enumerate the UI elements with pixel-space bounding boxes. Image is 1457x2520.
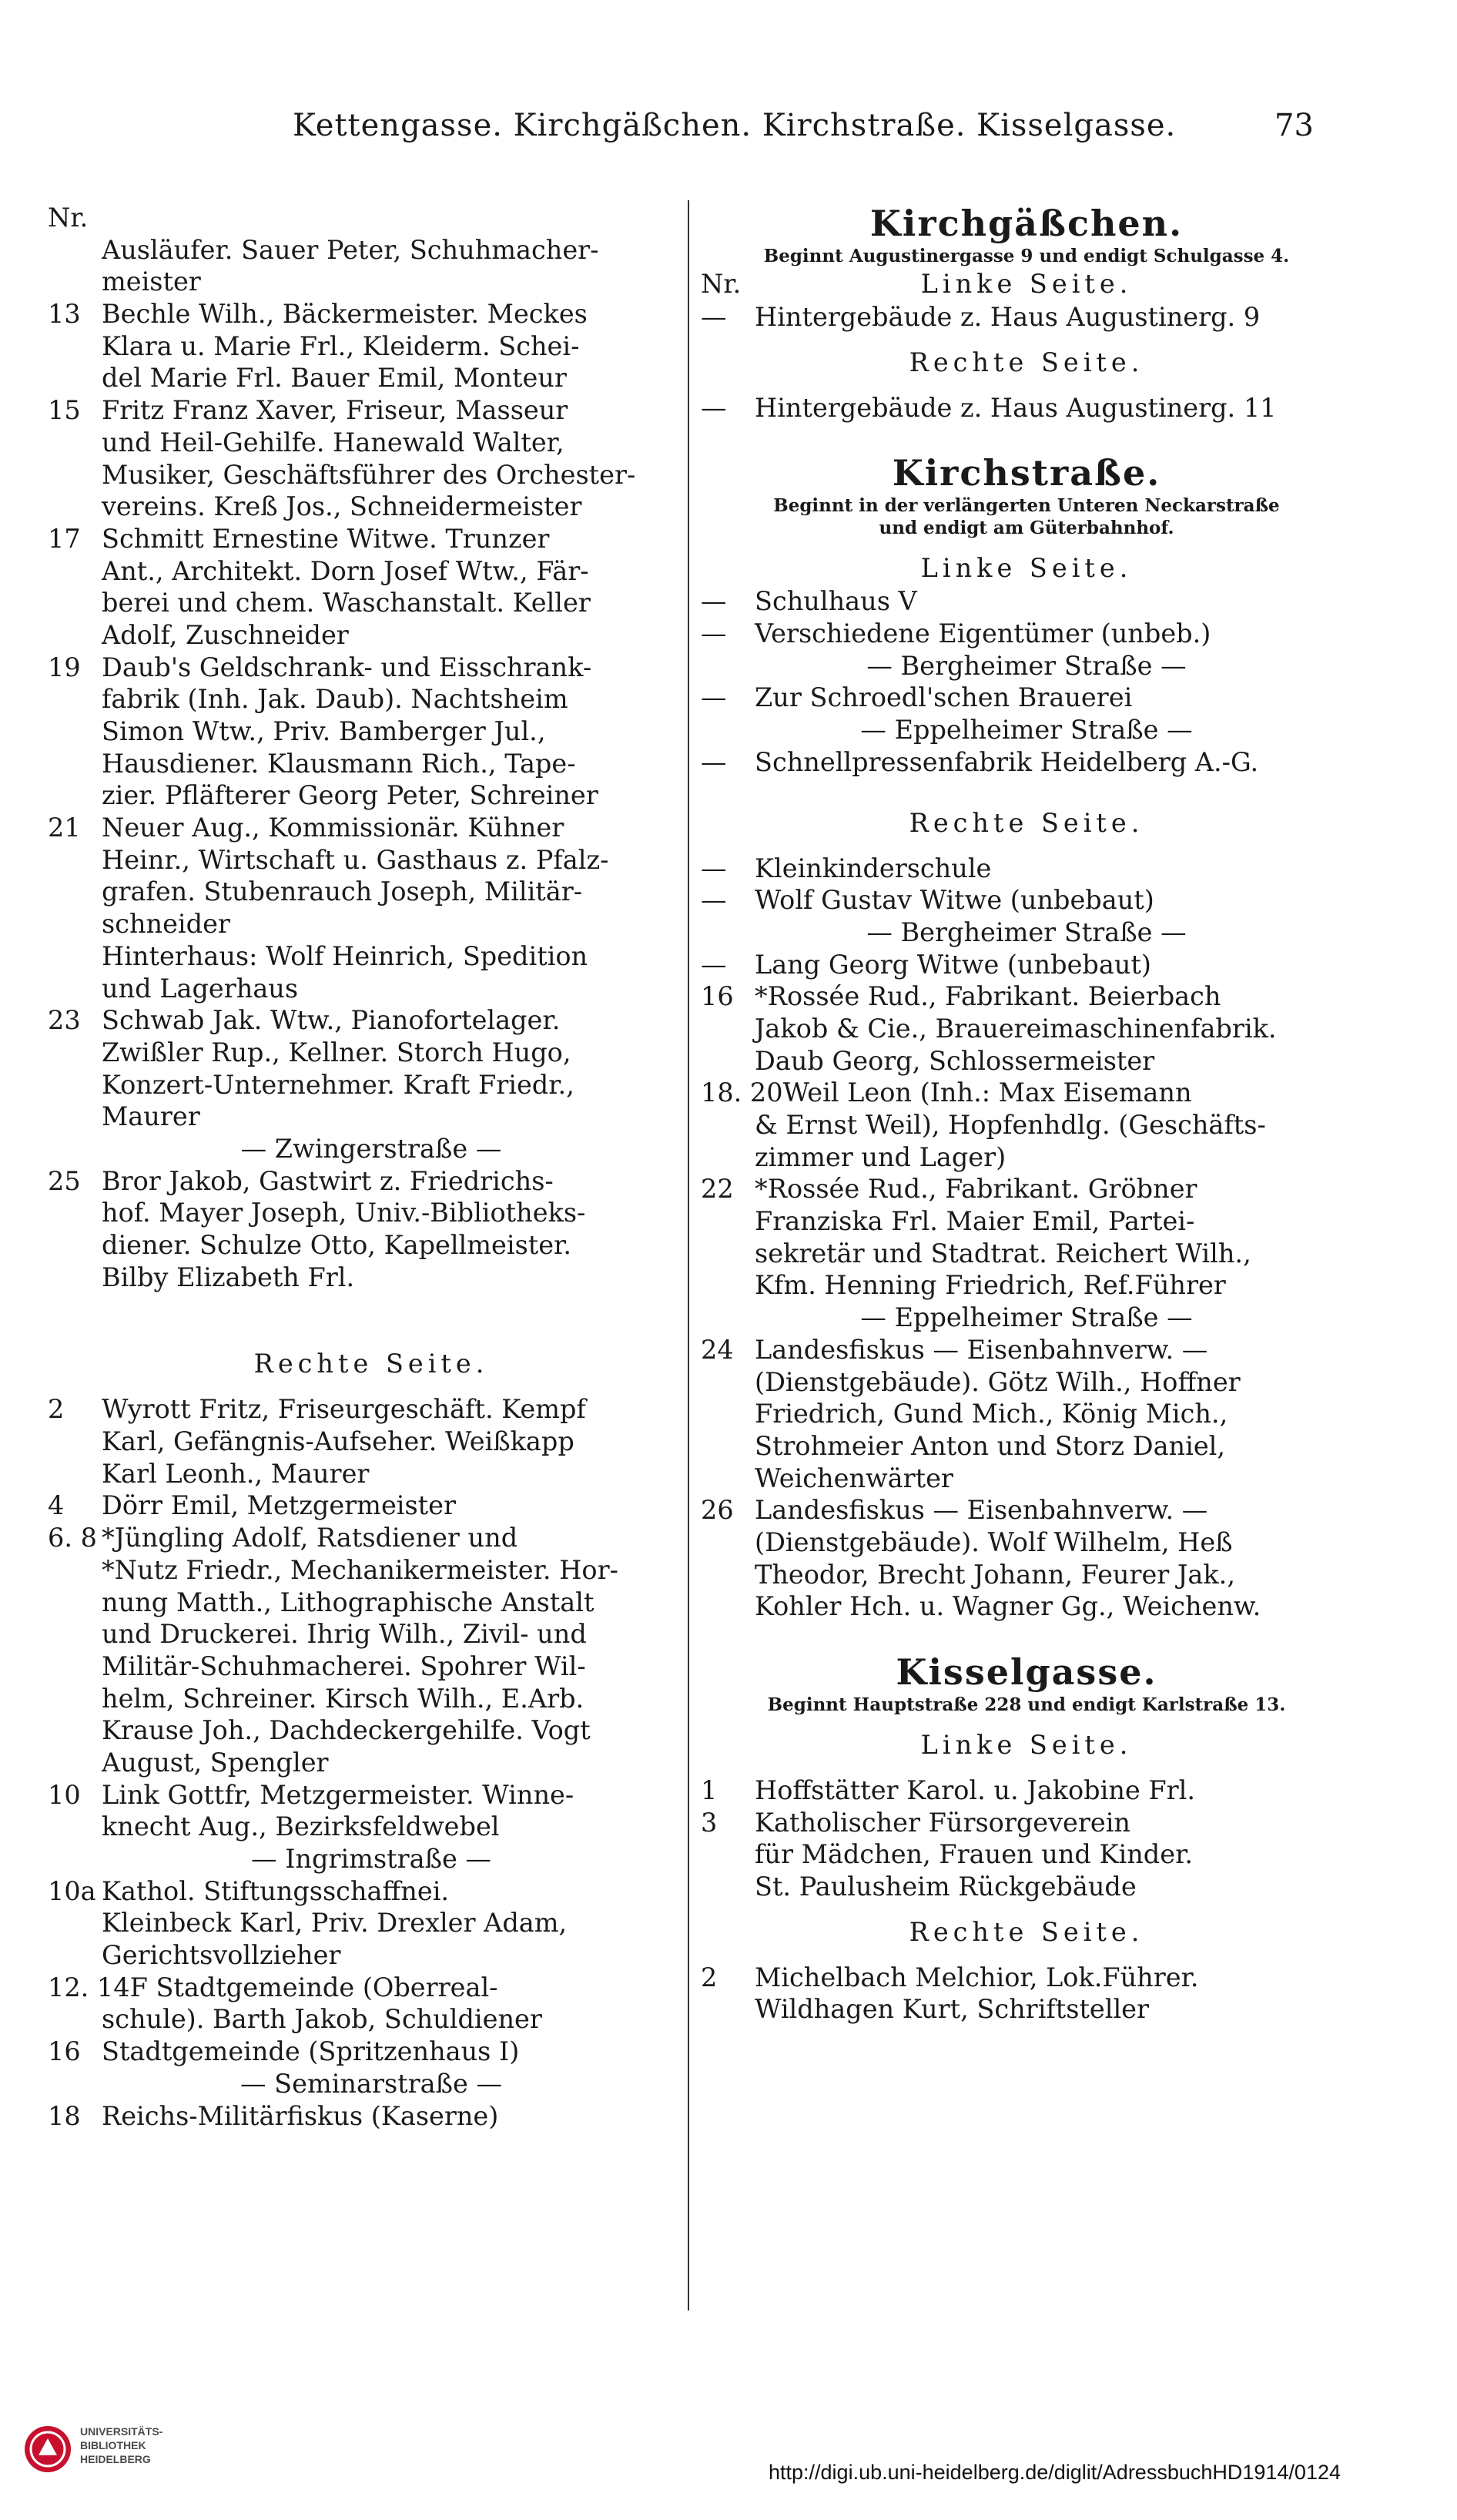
entry-text: und Druckerei. Ihrig Wilh., Zivil- und xyxy=(102,1619,587,1650)
entry-text: Krause Joh., Dachdeckergehilfe. Vogt xyxy=(102,1715,591,1746)
entry-line xyxy=(701,1526,1352,1559)
entry-line xyxy=(701,980,1352,1013)
ks-right-entries-c xyxy=(701,1334,1352,1623)
entry-text: Bechle Wilh., Bäckermeister. Meckes xyxy=(102,299,588,330)
entry-text: (Dienstgebäude). Götz Wilh., Hoffner xyxy=(755,1366,1241,1397)
entry-line xyxy=(48,652,695,684)
entry-line xyxy=(48,715,695,748)
left-entries-e xyxy=(48,2100,695,2133)
entry-text: und Lagerhaus xyxy=(102,973,299,1004)
entry-line xyxy=(48,876,695,908)
entry-text: Bilby Elizabeth Frl. xyxy=(102,1262,355,1292)
entry-number: 15 xyxy=(48,395,81,426)
kig-right-entries xyxy=(701,1962,1352,2026)
entry-line xyxy=(48,394,695,427)
section-subtitle-kirchstrasse-2: und endigt am Güterbahnhof. xyxy=(879,518,1174,539)
entry-number: 16 xyxy=(48,2036,81,2067)
left-top-lines xyxy=(48,234,695,298)
entry-line xyxy=(701,884,1352,917)
entry-text: Musiker, Geschäftsführer des Orchester- xyxy=(102,459,636,490)
entry-line xyxy=(701,1774,1352,1807)
entry-text: Hoffstätter Karol. u. Jakobine Frl. xyxy=(755,1775,1195,1805)
entry-text: August, Spengler xyxy=(102,1747,329,1778)
ks-right-entries-b xyxy=(701,949,1352,1302)
entry-text: Jakob & Cie., Brauereimaschinenfabrik. xyxy=(755,1013,1277,1044)
entry-line xyxy=(48,1069,695,1101)
side-title-right-kig: Rechte Seite. xyxy=(909,1916,1144,1947)
page-header xyxy=(0,108,1457,169)
logo-line-1: UNIVERSITÄTS- xyxy=(80,2425,163,2438)
entry-text: Wyrott Fritz, Friseurgeschäft. Kempf xyxy=(102,1394,586,1425)
ks-left-entries-b xyxy=(701,682,1352,714)
street-divider-eppelheimer-2: — Eppelheimer Straße — xyxy=(860,1302,1193,1333)
entry-text: Kleinbeck Karl, Priv. Drexler Adam, xyxy=(102,1908,568,1939)
side-title-right-ks: Rechte Seite. xyxy=(909,807,1144,838)
section-subtitle-kisselgasse: Beginnt Hauptstraße 228 und endigt Karlstraße 13. xyxy=(767,1694,1286,1715)
entry-line xyxy=(701,746,1352,779)
entry-line xyxy=(701,682,1352,714)
entry-line xyxy=(48,459,695,491)
entry-text: vereins. Kreß Jos., Schneidermeister xyxy=(102,491,582,522)
logo-line-3: HEIDELBERG xyxy=(80,2453,151,2465)
entry-line xyxy=(48,555,695,588)
entry-line xyxy=(48,1165,695,1198)
entry-line xyxy=(48,2003,695,2036)
entry-text: Hausdiener. Klausmann Rich., Tape- xyxy=(102,748,576,779)
logo-line-2: BIBLIOTHEK xyxy=(80,2439,146,2451)
entry-line xyxy=(701,392,1352,424)
entry-line xyxy=(701,1013,1352,1045)
entry-line xyxy=(48,330,695,363)
entry-line xyxy=(48,1229,695,1262)
entry-number: 25 xyxy=(48,1165,81,1196)
left-entries-c xyxy=(48,1393,695,1843)
entry-number: 23 xyxy=(48,1005,81,1036)
entry-text: Fritz Franz Xaver, Friseur, Masseur xyxy=(102,395,568,426)
entry-line xyxy=(48,427,695,459)
entry-text: Schwab Jak. Wtw., Pianofortelager. xyxy=(102,1005,561,1036)
entry-line xyxy=(48,812,695,844)
entry-number: 10 xyxy=(48,1779,81,1810)
entry-number: — xyxy=(701,885,727,916)
entry-text: *Jüngling Adolf, Ratsdiener und xyxy=(102,1523,518,1553)
entry-line xyxy=(48,1522,695,1554)
entry-line xyxy=(48,2036,695,2068)
entry-text: Daub's Geldschrank- und Eisschrank- xyxy=(102,652,592,682)
entry-line xyxy=(701,1109,1352,1141)
entry-text: nung Matth., Lithographische Anstalt xyxy=(102,1587,595,1617)
entry-line xyxy=(701,1871,1352,1903)
entry-text: Heinr., Wirtschaft u. Gasthaus z. Pfalz- xyxy=(102,844,609,875)
entry-line xyxy=(701,949,1352,981)
street-divider-bergheimer-2: — Bergheimer Straße — xyxy=(866,917,1187,947)
entry-line xyxy=(48,1262,695,1294)
entry-number: 18 xyxy=(48,2100,81,2131)
section-title-kisselgasse: Kisselgasse. xyxy=(896,1651,1157,1693)
entry-number: 3 xyxy=(701,1807,718,1838)
entry-text: Schmitt Ernestine Witwe. Trunzer xyxy=(102,523,550,554)
entry-number: — xyxy=(701,302,727,332)
entry-line xyxy=(48,298,695,330)
nr-label-right-text: Nr. xyxy=(701,269,742,299)
entry-text: berei und chem. Waschanstalt. Keller xyxy=(102,588,591,618)
entry-line xyxy=(701,1962,1352,1994)
entry-text: schneider xyxy=(102,909,230,940)
entry-text: Hintergebäude z. Haus Augustinerg. 11 xyxy=(755,392,1277,423)
entry-text: Zur Schroedl'schen Brauerei xyxy=(755,682,1133,713)
entry-number: 2 xyxy=(701,1962,718,1992)
section-title-kirchgaesschen: Kirchgäßchen. xyxy=(869,203,1184,244)
entry-number: — xyxy=(701,949,727,980)
entry-text: Theodor, Brecht Johann, Feurer Jak., xyxy=(755,1559,1235,1590)
entry-text: Dörr Emil, Metzgermeister xyxy=(102,1490,456,1521)
left-entries-d xyxy=(48,1875,695,2068)
entry-line xyxy=(48,491,695,523)
entry-text: schule). Barth Jakob, Schuldiener xyxy=(102,2004,542,2035)
entry-text: Karl, Gefängnis-Aufseher. Weißkapp xyxy=(102,1426,574,1457)
entry-line xyxy=(701,1590,1352,1623)
entry-text: Karl Leonh., Maurer xyxy=(102,1458,370,1489)
entry-line xyxy=(48,234,695,266)
left-column xyxy=(48,202,695,2132)
entry-text: Landesfiskus — Eisenbahnverw. — xyxy=(755,1495,1208,1526)
entry-text: Franziska Frl. Maier Emil, Partei- xyxy=(755,1206,1195,1237)
entry-text: Weil Leon (Inh.: Max Eisemann xyxy=(782,1077,1192,1108)
entry-text: Kathol. Stiftungsschaffnei. xyxy=(102,1875,450,1906)
entry-text: Schulhaus V xyxy=(755,586,917,617)
entry-text: knecht Aug., Bezirksfeldwebel xyxy=(102,1811,500,1842)
entry-line xyxy=(48,940,695,973)
entry-number: 10a xyxy=(48,1875,96,1906)
entry-line xyxy=(48,1554,695,1587)
entry-line xyxy=(48,1811,695,1843)
entry-line xyxy=(701,1463,1352,1495)
entry-line xyxy=(48,1939,695,1972)
entry-number: 2 xyxy=(48,1394,65,1425)
left-entries-a xyxy=(48,298,695,1133)
entry-line xyxy=(701,853,1352,885)
street-divider-zwinger: — Zwingerstraße — xyxy=(240,1133,502,1164)
street-divider-seminar: — Seminarstraße — xyxy=(240,2068,502,2099)
entry-line xyxy=(48,362,695,394)
entry-text: Schnellpressenfabrik Heidelberg A.-G. xyxy=(755,746,1259,777)
entry-line xyxy=(48,1875,695,1908)
entry-number: — xyxy=(701,392,727,423)
entry-text: *Rossée Rud., Fabrikant. Beierbach xyxy=(755,981,1221,1012)
entry-line xyxy=(48,1650,695,1683)
nr-label: Nr. xyxy=(48,203,89,233)
entry-line xyxy=(48,779,695,812)
entry-number: 26 xyxy=(701,1495,734,1526)
entry-line xyxy=(48,973,695,1005)
entry-text: Konzert-Unternehmer. Kraft Friedr., xyxy=(102,1069,574,1100)
entry-line xyxy=(48,1907,695,1939)
entry-text: Hintergebäude z. Haus Augustinerg. 9 xyxy=(755,302,1261,332)
entry-text: grafen. Stubenrauch Joseph, Militär- xyxy=(102,876,583,907)
entry-line xyxy=(48,2100,695,2133)
entry-line xyxy=(701,1559,1352,1591)
entry-line xyxy=(701,1269,1352,1302)
entry-text: meister xyxy=(102,266,201,297)
entry-line xyxy=(701,1205,1352,1238)
entry-line xyxy=(48,748,695,780)
entry-text: Gerichtsvollzieher xyxy=(102,1940,341,1971)
entry-line xyxy=(701,1238,1352,1270)
entry-text: Ausläufer. Sauer Peter, Schuhmacher- xyxy=(102,234,599,265)
library-seal-icon xyxy=(23,2424,72,2474)
entry-number: 13 xyxy=(48,299,81,330)
entry-text: Ant., Architekt. Dorn Josef Wtw., Fär- xyxy=(102,555,589,586)
entry-text: Klara u. Marie Frl., Kleiderm. Schei- xyxy=(102,330,580,361)
entry-text: Link Gottfr, Metzgermeister. Winne- xyxy=(102,1779,574,1810)
entry-line xyxy=(48,1618,695,1650)
entry-line xyxy=(48,523,695,555)
entry-line xyxy=(48,1714,695,1747)
entry-text: und Heil-Gehilfe. Hanewald Walter, xyxy=(102,427,564,457)
entry-text: für Mädchen, Frauen und Kinder. xyxy=(755,1839,1194,1870)
entry-line xyxy=(701,1077,1352,1109)
entry-text: St. Paulusheim Rückgebäude xyxy=(755,1872,1137,1902)
entry-number: 21 xyxy=(48,813,81,843)
ks-left-entries-a xyxy=(701,585,1352,649)
entry-text: Wolf Gustav Witwe (unbebaut) xyxy=(755,885,1154,916)
entry-text: Strohmeier Anton und Storz Daniel, xyxy=(755,1430,1226,1461)
section-subtitle-kirchstrasse-1: Beginnt in der verlängerten Unteren Neckarstraße xyxy=(773,495,1280,517)
entry-line xyxy=(701,301,1352,333)
entry-text: Simon Wtw., Priv. Bamberger Jul., xyxy=(102,716,546,746)
entry-number: 18. 20 xyxy=(701,1077,783,1108)
kg-left-entries xyxy=(701,301,1352,333)
entry-number: — xyxy=(701,682,727,713)
ks-right-entries-a xyxy=(701,853,1352,917)
entry-line xyxy=(701,1366,1352,1399)
entry-line xyxy=(48,619,695,652)
entry-text: Reichs-Militärfiskus (Kaserne) xyxy=(102,2100,499,2131)
kig-left-entries xyxy=(701,1774,1352,1903)
library-logo xyxy=(23,2418,223,2488)
entry-text: sekretär und Stadtrat. Reichert Wilh., xyxy=(755,1238,1251,1268)
entry-text: Friedrich, Gund Mich., König Mich., xyxy=(755,1399,1228,1429)
entry-text: zier. Pfläfterer Georg Peter, Schreiner xyxy=(102,780,598,811)
ks-left-entries-c xyxy=(701,746,1352,779)
page-number: 73 xyxy=(1274,108,1314,143)
entry-line xyxy=(701,1045,1352,1077)
entry-text: F Stadtgemeinde (Oberreal- xyxy=(129,1972,498,2002)
entry-text: Katholischer Fürsorgeverein xyxy=(755,1807,1131,1838)
entry-line xyxy=(701,585,1352,618)
entry-number: 17 xyxy=(48,523,81,554)
entry-text: Kfm. Henning Friedrich, Ref.Führer xyxy=(755,1270,1226,1301)
entry-text: Maurer xyxy=(102,1101,200,1132)
side-title-left-kg: Linke Seite. xyxy=(920,269,1133,299)
entry-text: Landesfiskus — Eisenbahnverw. — xyxy=(755,1334,1208,1365)
entry-line xyxy=(48,1037,695,1069)
entry-line xyxy=(701,1398,1352,1430)
entry-number: 24 xyxy=(701,1334,734,1365)
entry-line xyxy=(701,1807,1352,1839)
entry-text: Stadtgemeinde (Spritzenhaus I) xyxy=(102,2036,520,2067)
entry-line xyxy=(701,1494,1352,1526)
entry-line xyxy=(48,1972,695,2004)
side-title-right-kg: Rechte Seite. xyxy=(909,347,1144,377)
entry-text: diener. Schulze Otto, Kapellmeister. xyxy=(102,1230,572,1260)
entry-text: Lang Georg Witwe (unbebaut) xyxy=(755,949,1151,980)
entry-line xyxy=(48,1004,695,1037)
entry-text: & Ernst Weil), Hopfenhdlg. (Geschäfts- xyxy=(755,1110,1266,1140)
right-column xyxy=(701,202,1352,2026)
section-title-kirchstrasse: Kirchstraße. xyxy=(892,452,1161,494)
entry-line xyxy=(48,1747,695,1779)
street-divider-bergheimer-1: — Bergheimer Straße — xyxy=(866,650,1187,681)
entry-line xyxy=(701,1838,1352,1871)
entry-line xyxy=(701,1141,1352,1174)
entry-text: Kleinkinderschule xyxy=(755,853,992,883)
entry-line xyxy=(48,1683,695,1715)
entry-text: Verschiedene Eigentümer (unbeb.) xyxy=(755,618,1211,649)
entry-text: Weichenwärter xyxy=(755,1463,953,1493)
entry-text: zimmer und Lager) xyxy=(755,1141,1007,1172)
entry-text: *Rossée Rud., Fabrikant. Gröbner xyxy=(755,1174,1197,1205)
entry-line xyxy=(701,1430,1352,1463)
entry-text: del Marie Frl. Bauer Emil, Monteur xyxy=(102,363,567,394)
entry-text: *Nutz Friedr., Mechanikermeister. Hor- xyxy=(102,1554,618,1585)
entry-number: 12. 14 xyxy=(48,1972,130,2002)
entry-line xyxy=(48,1426,695,1458)
entry-line xyxy=(48,266,695,298)
entry-line xyxy=(48,1393,695,1426)
running-title: Kettengasse. Kirchgäßchen. Kirchstraße. Kisselgasse. xyxy=(293,108,1177,143)
entry-line xyxy=(48,1587,695,1619)
entry-line xyxy=(48,844,695,876)
entry-number: 19 xyxy=(48,652,81,682)
side-title-left-ks: Linke Seite. xyxy=(920,553,1133,584)
entry-line xyxy=(48,1458,695,1490)
entry-line xyxy=(48,1490,695,1522)
street-divider-ingrim: — Ingrimstraße — xyxy=(251,1844,491,1874)
entry-number: — xyxy=(701,618,727,649)
entry-line xyxy=(48,1197,695,1229)
entry-text: Michelbach Melchior, Lok.Führer. xyxy=(755,1962,1199,1992)
street-divider-eppelheimer-1: — Eppelheimer Straße — xyxy=(860,715,1193,746)
left-entries-b xyxy=(48,1165,695,1294)
entry-number: 16 xyxy=(701,981,734,1012)
entry-line xyxy=(48,1101,695,1133)
entry-number: — xyxy=(701,746,727,777)
entry-text: Neuer Aug., Kommissionär. Kühner xyxy=(102,813,564,843)
entry-text: Daub Georg, Schlossermeister xyxy=(755,1045,1155,1076)
entry-number: 6. 8 xyxy=(48,1523,97,1553)
library-logo-text xyxy=(80,2424,162,2466)
entry-line xyxy=(48,908,695,940)
entry-text: Zwißler Rup., Kellner. Storch Hugo, xyxy=(102,1037,571,1067)
entry-text: Hinterhaus: Wolf Heinrich, Spedition xyxy=(102,940,588,971)
entry-text: helm, Schreiner. Kirsch Wilh., E.Arb. xyxy=(102,1683,584,1714)
entry-text: hof. Mayer Joseph, Univ.-Bibliotheks- xyxy=(102,1198,586,1228)
entry-number: 1 xyxy=(701,1775,718,1805)
entry-number: — xyxy=(701,853,727,883)
entry-text: Adolf, Zuschneider xyxy=(102,619,349,650)
source-url-link[interactable]: http://digi.ub.uni-heidelberg.de/diglit/AdressbuchHD1914/0124 xyxy=(769,2461,1341,2484)
entry-text: Bror Jakob, Gastwirt z. Friedrichs- xyxy=(102,1165,554,1196)
entry-line xyxy=(48,1779,695,1811)
entry-number: 22 xyxy=(701,1174,734,1205)
section-subtitle-kirchgaesschen: Beginnt Augustinergasse 9 und endigt Schulgasse 4. xyxy=(763,246,1290,266)
entry-line xyxy=(701,1334,1352,1366)
entry-line xyxy=(701,618,1352,650)
side-title-left-kig: Linke Seite. xyxy=(920,1730,1133,1760)
side-title-right: Rechte Seite. xyxy=(253,1349,489,1379)
entry-line xyxy=(48,587,695,619)
entry-text: fabrik (Inh. Jak. Daub). Nachtsheim xyxy=(102,684,568,715)
entry-text: (Dienstgebäude). Wolf Wilhelm, Heß xyxy=(755,1526,1233,1557)
entry-text: Wildhagen Kurt, Schriftsteller xyxy=(755,1994,1150,2025)
entry-line xyxy=(48,683,695,715)
entry-text: Militär-Schuhmacherei. Spohrer Wil- xyxy=(102,1650,586,1681)
entry-number: 4 xyxy=(48,1490,65,1521)
kg-right-entries xyxy=(701,392,1352,424)
entry-number: — xyxy=(701,586,727,617)
nr-label-right xyxy=(701,267,1352,301)
entry-line xyxy=(701,1993,1352,2026)
entry-text: Kohler Hch. u. Wagner Gg., Weichenw. xyxy=(755,1591,1261,1622)
entry-line xyxy=(701,1173,1352,1205)
